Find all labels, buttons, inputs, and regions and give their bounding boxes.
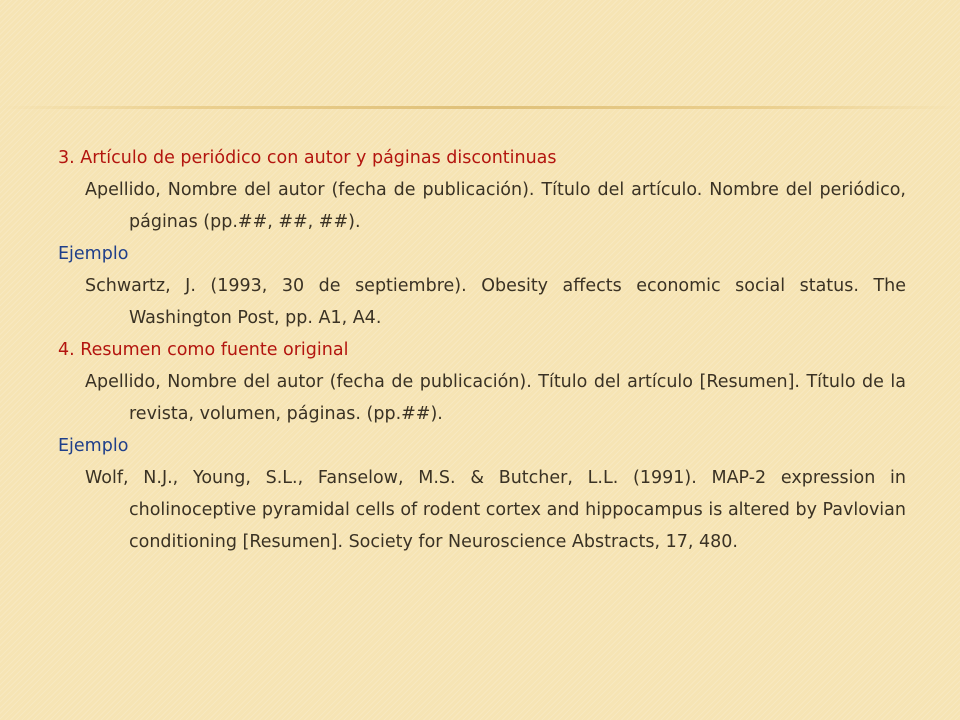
slide-body	[58, 142, 906, 558]
example-label-newspaper-article: Ejemplo	[58, 244, 129, 264]
format-template-newspaper-article: Apellido, Nombre del autor (fecha de publicación). Título del artículo. Nombre del periódico, páginas (pp.##, ##, ##).	[85, 180, 906, 232]
title-divider	[0, 106, 960, 109]
example-citation-newspaper-article: Schwartz, J. (1993, 30 de septiembre). Obesity affects economic social status. The Washington Post, pp. A1, A4.	[85, 276, 906, 328]
section-heading-newspaper-article: 3. Artículo de periódico con autor y páginas discontinuas	[58, 148, 557, 168]
example-citation-abstract-source: Wolf, N.J., Young, S.L., Fanselow, M.S. & Butcher, L.L. (1991). MAP-2 expression in cholinoceptive pyramidal cells of rodent cortex and hippocampus is altered by Pavlovian conditioning [Resumen]. Society for Neuroscience Abstracts, 17, 480.	[85, 468, 906, 552]
section-heading-abstract-source: 4. Resumen como fuente original	[58, 340, 349, 360]
example-label-abstract-source: Ejemplo	[58, 436, 129, 456]
format-template-abstract-source: Apellido, Nombre del autor (fecha de publicación). Título del artículo [Resumen]. Título de la revista, volumen, páginas. (pp.##).	[85, 372, 906, 424]
